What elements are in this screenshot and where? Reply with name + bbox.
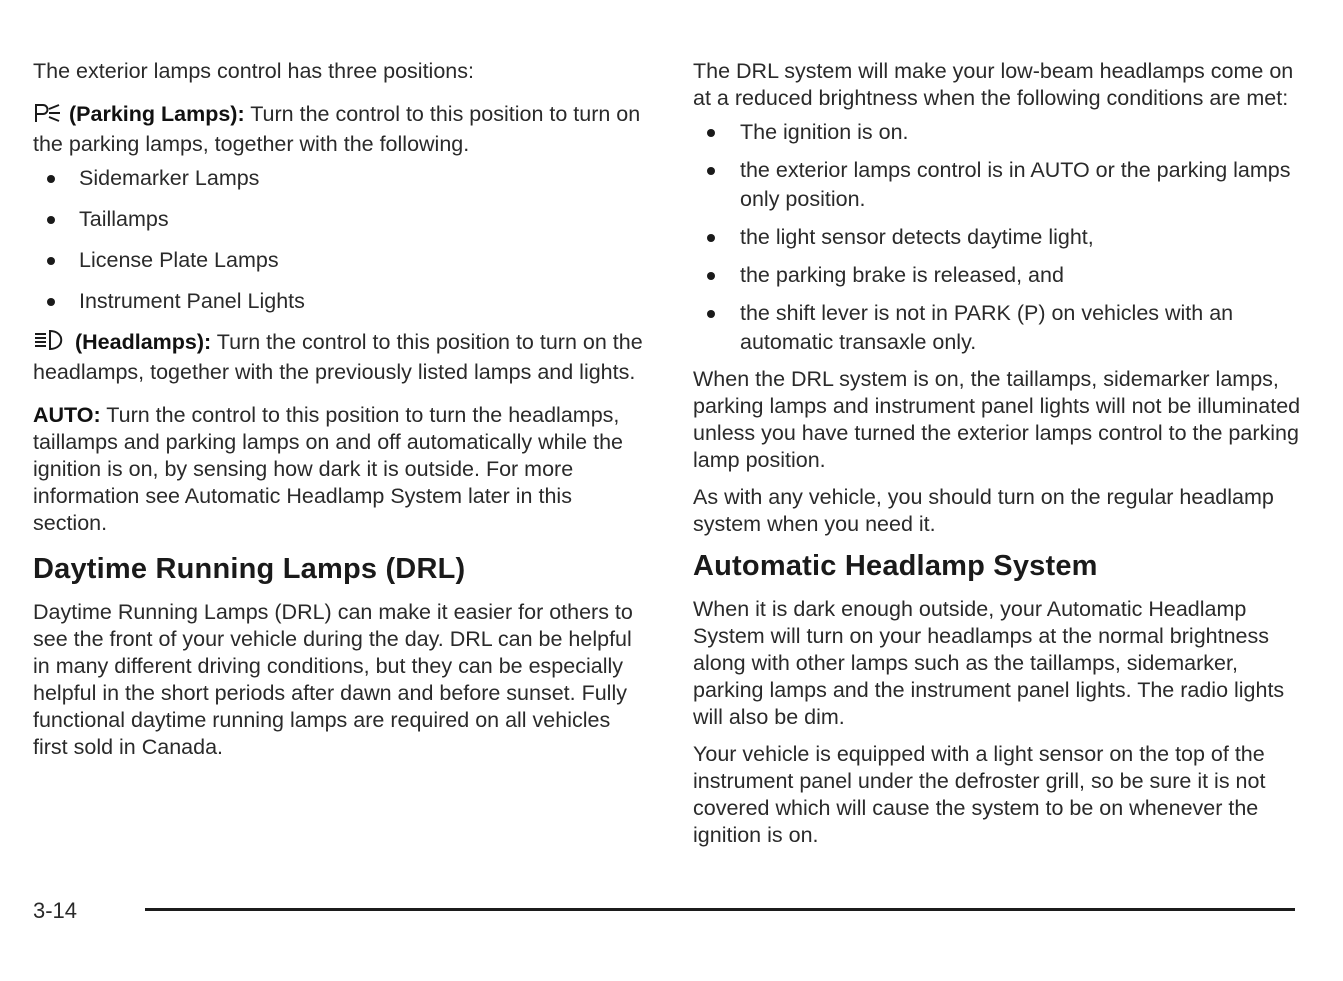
drl-intro: The DRL system will make your low-beam headlamps come on at a reduced brightness when the following conditions are met: <box>693 59 1294 110</box>
drl-conditions-list <box>693 118 1303 357</box>
headlamps-paragraph <box>33 328 648 386</box>
footer-divider <box>145 908 1295 911</box>
list-item: the shift lever is not in PARK (P) on vehicles with an automatic transaxle only. <box>693 299 1303 357</box>
parking-lamps-list <box>33 164 648 316</box>
list-item: the light sensor detects daytime light, <box>693 223 1303 252</box>
list-item: License Plate Lamps <box>33 246 648 275</box>
auto-headlamp-heading: Automatic Headlamp System <box>693 550 1098 582</box>
auto-headlamp-paragraph-2: Your vehicle is equipped with a light sensor on the top of the instrument panel under the defroster grill, so be sure it is not covered which will cause the system to be on whenever the ignition is on. <box>693 742 1266 847</box>
parking-lamps-text: Turn the control to this position to turn on the parking lamps, together with the following. <box>33 102 641 156</box>
drl-on-paragraph: When the DRL system is on, the taillamps, sidemarker lamps, parking lamps and instrument panel lights will not be illuminated unless you have turned the exterior lamps control to the parking lamp position. <box>693 367 1301 472</box>
auto-paragraph <box>33 402 648 537</box>
drl-regular-paragraph: As with any vehicle, you should turn on the regular headlamp system when you need it. <box>693 485 1274 536</box>
headlamps-label: (Headlamps): <box>75 330 212 354</box>
left-column <box>33 58 648 761</box>
drl-paragraph: Daytime Running Lamps (DRL) can make it easier for others to see the front of your vehicle during the day. DRL can be helpful in many different driving conditions, but they can be especially helpful in the short periods after dawn and before sunset. Fully functional daytime running lamps are required on all vehicles first sold in Canada. <box>33 600 633 759</box>
auto-label: AUTO: <box>33 403 101 427</box>
drl-heading: Daytime Running Lamps (DRL) <box>33 553 466 585</box>
headlamps-icon <box>33 328 69 359</box>
parking-lamps-icon <box>33 102 63 131</box>
list-item: the parking brake is released, and <box>693 261 1303 290</box>
list-item: the exterior lamps control is in AUTO or the parking lamps only position. <box>693 156 1303 214</box>
right-column <box>693 58 1303 849</box>
headlamps-text: Turn the control to this position to turn on the headlamps, together with the previously listed lamps and lights. <box>33 330 643 384</box>
list-item: Instrument Panel Lights <box>33 287 648 316</box>
auto-headlamp-paragraph-1: When it is dark enough outside, your Automatic Headlamp System will turn on your headlamps at the normal brightness along with other lamps such as the taillamps, sidemarker, parking lamps and the instrument panel lights. The radio lights will also be dim. <box>693 597 1285 729</box>
parking-lamps-label: (Parking Lamps): <box>69 102 245 126</box>
parking-lamps-paragraph <box>33 101 648 158</box>
auto-text: Turn the control to this position to turn the headlamps, taillamps and parking lamps on and off automatically while the ignition is on, by sensing how dark it is outside. For more information see Automatic Headlamp System later in this section. <box>33 403 623 535</box>
page-number: 3-14 <box>33 898 78 923</box>
controls-intro: The exterior lamps control has three positions: <box>33 59 474 83</box>
list-item: Sidemarker Lamps <box>33 164 648 193</box>
list-item: Taillamps <box>33 205 648 234</box>
list-item: The ignition is on. <box>693 118 1303 147</box>
